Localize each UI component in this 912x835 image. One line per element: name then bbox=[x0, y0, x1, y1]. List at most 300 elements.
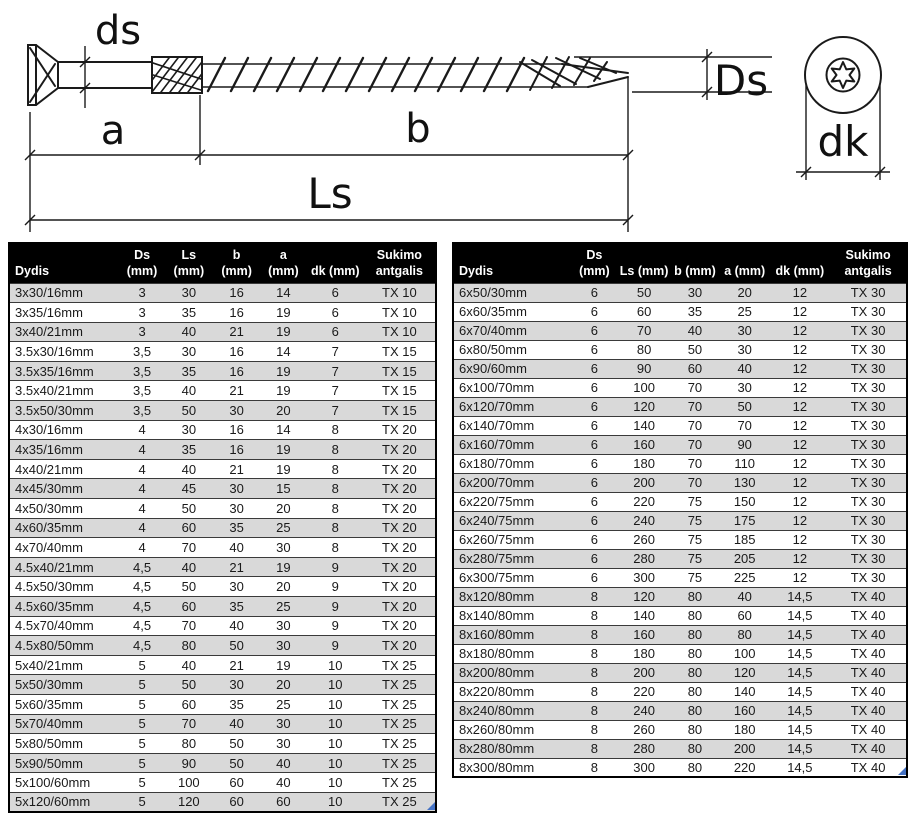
value-cell: 12 bbox=[770, 283, 831, 302]
value-cell: TX 20 bbox=[364, 420, 436, 440]
selection-handle-marker[interactable] bbox=[898, 767, 906, 775]
value-cell: TX 40 bbox=[830, 587, 907, 606]
table-row bbox=[9, 636, 436, 656]
value-cell: 4 bbox=[120, 420, 165, 440]
value-cell: 140 bbox=[618, 606, 670, 625]
value-cell: 14 bbox=[260, 342, 307, 362]
value-cell: 12 bbox=[770, 359, 831, 378]
column-header: Ls (mm) bbox=[164, 243, 213, 283]
table-row bbox=[9, 381, 436, 401]
label-a: a bbox=[100, 108, 126, 154]
value-cell: 7 bbox=[307, 342, 364, 362]
table-row bbox=[9, 714, 436, 734]
value-cell: 16 bbox=[213, 420, 260, 440]
value-cell: 30 bbox=[260, 616, 307, 636]
value-cell: 70 bbox=[670, 397, 720, 416]
table-row bbox=[9, 694, 436, 714]
value-cell: 80 bbox=[670, 758, 720, 777]
value-cell: 20 bbox=[720, 283, 770, 302]
value-cell: 80 bbox=[164, 636, 213, 656]
value-cell: 14 bbox=[260, 420, 307, 440]
value-cell: 8 bbox=[571, 701, 619, 720]
table-row bbox=[9, 342, 436, 362]
value-cell: 70 bbox=[164, 538, 213, 558]
size-cell: 3.5x40/21mm bbox=[9, 381, 120, 401]
value-cell: TX 30 bbox=[830, 283, 907, 302]
value-cell: 8 bbox=[571, 587, 619, 606]
value-cell: 30 bbox=[213, 577, 260, 597]
screw-diagram-svg bbox=[0, 0, 912, 242]
value-cell: 60 bbox=[164, 518, 213, 538]
value-cell: 21 bbox=[213, 655, 260, 675]
table-row bbox=[453, 473, 907, 492]
value-cell: 3,5 bbox=[120, 381, 165, 401]
value-cell: 10 bbox=[307, 734, 364, 754]
value-cell: 12 bbox=[770, 435, 831, 454]
size-cell: 6x120/70mm bbox=[453, 397, 571, 416]
value-cell: TX 30 bbox=[830, 492, 907, 511]
value-cell: 6 bbox=[571, 511, 619, 530]
value-cell: 8 bbox=[307, 459, 364, 479]
value-cell: TX 15 bbox=[364, 401, 436, 421]
value-cell: 60 bbox=[213, 792, 260, 812]
value-cell: TX 30 bbox=[830, 511, 907, 530]
value-cell: 90 bbox=[618, 359, 670, 378]
size-cell: 5x100/60mm bbox=[9, 773, 120, 793]
value-cell: 45 bbox=[164, 479, 213, 499]
value-cell: TX 25 bbox=[364, 734, 436, 754]
screw-tip bbox=[520, 57, 628, 90]
value-cell: 4,5 bbox=[120, 577, 165, 597]
value-cell: 50 bbox=[164, 577, 213, 597]
value-cell: 8 bbox=[571, 644, 619, 663]
value-cell: 60 bbox=[260, 792, 307, 812]
value-cell: 8 bbox=[571, 739, 619, 758]
value-cell: TX 40 bbox=[830, 682, 907, 701]
value-cell: 7 bbox=[307, 361, 364, 381]
value-cell: 75 bbox=[670, 530, 720, 549]
value-cell: 6 bbox=[571, 283, 619, 302]
value-cell: 30 bbox=[213, 499, 260, 519]
column-header: Dydis bbox=[9, 243, 120, 283]
value-cell: 80 bbox=[670, 720, 720, 739]
value-cell: 16 bbox=[213, 303, 260, 323]
column-header: b (mm) bbox=[213, 243, 260, 283]
table-row bbox=[453, 568, 907, 587]
size-cell: 6x140/70mm bbox=[453, 416, 571, 435]
value-cell: 10 bbox=[307, 753, 364, 773]
table-row bbox=[9, 479, 436, 499]
value-cell: 12 bbox=[770, 416, 831, 435]
value-cell: 3,5 bbox=[120, 342, 165, 362]
size-cell: 8x160/80mm bbox=[453, 625, 571, 644]
table-row bbox=[9, 303, 436, 323]
value-cell: 120 bbox=[618, 397, 670, 416]
size-cell: 6x50/30mm bbox=[453, 283, 571, 302]
value-cell: TX 20 bbox=[364, 459, 436, 479]
value-cell: 5 bbox=[120, 792, 165, 812]
value-cell: 60 bbox=[670, 359, 720, 378]
value-cell: 220 bbox=[618, 682, 670, 701]
value-cell: 20 bbox=[260, 499, 307, 519]
selection-handle-marker[interactable] bbox=[427, 802, 435, 810]
screw-head-side bbox=[28, 45, 58, 105]
value-cell: 40 bbox=[260, 773, 307, 793]
size-cell: 3.5x35/16mm bbox=[9, 361, 120, 381]
column-header: a (mm) bbox=[720, 243, 770, 283]
value-cell: 200 bbox=[618, 663, 670, 682]
value-cell: 180 bbox=[720, 720, 770, 739]
screw-knurl bbox=[140, 54, 217, 96]
column-header: dk (mm) bbox=[307, 243, 364, 283]
value-cell: TX 30 bbox=[830, 359, 907, 378]
value-cell: 10 bbox=[307, 694, 364, 714]
table-row bbox=[9, 557, 436, 577]
value-cell: 50 bbox=[213, 734, 260, 754]
column-header: Sukimo antgalis bbox=[830, 243, 907, 283]
value-cell: TX 20 bbox=[364, 557, 436, 577]
value-cell: TX 10 bbox=[364, 322, 436, 342]
value-cell: 10 bbox=[307, 675, 364, 695]
table-row bbox=[453, 549, 907, 568]
table-row bbox=[453, 416, 907, 435]
size-cell: 4x60/35mm bbox=[9, 518, 120, 538]
size-cell: 5x60/35mm bbox=[9, 694, 120, 714]
value-cell: 30 bbox=[213, 675, 260, 695]
value-cell: 35 bbox=[213, 597, 260, 617]
column-header: b (mm) bbox=[670, 243, 720, 283]
value-cell: 120 bbox=[164, 792, 213, 812]
table-row bbox=[453, 644, 907, 663]
value-cell: 280 bbox=[618, 739, 670, 758]
value-cell: 16 bbox=[213, 440, 260, 460]
size-cell: 4.5x50/30mm bbox=[9, 577, 120, 597]
size-cell: 8x180/80mm bbox=[453, 644, 571, 663]
value-cell: 6 bbox=[571, 302, 619, 321]
table-row bbox=[9, 401, 436, 421]
value-cell: 80 bbox=[670, 739, 720, 758]
size-cell: 4x30/16mm bbox=[9, 420, 120, 440]
value-cell: 5 bbox=[120, 694, 165, 714]
value-cell: TX 20 bbox=[364, 616, 436, 636]
value-cell: TX 40 bbox=[830, 625, 907, 644]
value-cell: 40 bbox=[670, 321, 720, 340]
size-cell: 3x30/16mm bbox=[9, 283, 120, 303]
label-dk: dk bbox=[817, 117, 869, 166]
value-cell: 35 bbox=[213, 694, 260, 714]
size-cell: 3.5x30/16mm bbox=[9, 342, 120, 362]
value-cell: 240 bbox=[618, 701, 670, 720]
table-row bbox=[453, 378, 907, 397]
value-cell: 8 bbox=[307, 440, 364, 460]
table-row bbox=[453, 663, 907, 682]
value-cell: 14,5 bbox=[770, 758, 831, 777]
value-cell: 9 bbox=[307, 577, 364, 597]
value-cell: 75 bbox=[670, 511, 720, 530]
value-cell: 30 bbox=[164, 283, 213, 303]
value-cell: 14,5 bbox=[770, 587, 831, 606]
value-cell: 20 bbox=[260, 577, 307, 597]
size-cell: 8x240/80mm bbox=[453, 701, 571, 720]
value-cell: 19 bbox=[260, 440, 307, 460]
table-row bbox=[453, 530, 907, 549]
value-cell: 25 bbox=[720, 302, 770, 321]
value-cell: 6 bbox=[307, 283, 364, 303]
table-row bbox=[9, 283, 436, 303]
value-cell: 280 bbox=[618, 549, 670, 568]
value-cell: TX 25 bbox=[364, 694, 436, 714]
table-row bbox=[9, 616, 436, 636]
value-cell: 5 bbox=[120, 714, 165, 734]
value-cell: 25 bbox=[260, 597, 307, 617]
value-cell: 40 bbox=[164, 322, 213, 342]
table-row bbox=[453, 739, 907, 758]
value-cell: 60 bbox=[720, 606, 770, 625]
size-cell: 6x180/70mm bbox=[453, 454, 571, 473]
size-cell: 8x140/80mm bbox=[453, 606, 571, 625]
value-cell: 6 bbox=[571, 378, 619, 397]
value-cell: 8 bbox=[571, 758, 619, 777]
value-cell: 8 bbox=[307, 499, 364, 519]
value-cell: TX 40 bbox=[830, 663, 907, 682]
column-header: Sukimo antgalis bbox=[364, 243, 436, 283]
value-cell: 5 bbox=[120, 734, 165, 754]
size-cell: 6x90/60mm bbox=[453, 359, 571, 378]
size-cell: 3x40/21mm bbox=[9, 322, 120, 342]
value-cell: 70 bbox=[618, 321, 670, 340]
value-cell: 14,5 bbox=[770, 682, 831, 701]
value-cell: 80 bbox=[670, 644, 720, 663]
value-cell: 6 bbox=[571, 416, 619, 435]
value-cell: TX 10 bbox=[364, 303, 436, 323]
table-row bbox=[9, 675, 436, 695]
value-cell: 7 bbox=[307, 381, 364, 401]
value-cell: 4 bbox=[120, 459, 165, 479]
value-cell: 5 bbox=[120, 655, 165, 675]
table-row bbox=[9, 420, 436, 440]
value-cell: 200 bbox=[720, 739, 770, 758]
value-cell: 140 bbox=[720, 682, 770, 701]
value-cell: TX 30 bbox=[830, 378, 907, 397]
size-cell: 6x240/75mm bbox=[453, 511, 571, 530]
size-cell: 3x35/16mm bbox=[9, 303, 120, 323]
value-cell: 19 bbox=[260, 459, 307, 479]
value-cell: 10 bbox=[307, 773, 364, 793]
value-cell: 200 bbox=[618, 473, 670, 492]
screw-technical-drawing bbox=[0, 0, 912, 242]
value-cell: 6 bbox=[571, 340, 619, 359]
size-cell: 4x70/40mm bbox=[9, 538, 120, 558]
value-cell: 14,5 bbox=[770, 644, 831, 663]
size-cell: 5x40/21mm bbox=[9, 655, 120, 675]
value-cell: 260 bbox=[618, 720, 670, 739]
value-cell: 50 bbox=[213, 636, 260, 656]
value-cell: 6 bbox=[571, 397, 619, 416]
value-cell: 30 bbox=[260, 636, 307, 656]
value-cell: 35 bbox=[213, 518, 260, 538]
value-cell: 6 bbox=[571, 454, 619, 473]
column-header: dk (mm) bbox=[770, 243, 831, 283]
value-cell: TX 30 bbox=[830, 568, 907, 587]
size-cell: 6x300/75mm bbox=[453, 568, 571, 587]
size-cell: 4x50/30mm bbox=[9, 499, 120, 519]
value-cell: 10 bbox=[307, 655, 364, 675]
value-cell: 3 bbox=[120, 322, 165, 342]
value-cell: 3 bbox=[120, 303, 165, 323]
table-row bbox=[9, 499, 436, 519]
value-cell: 4 bbox=[120, 538, 165, 558]
value-cell: 40 bbox=[213, 616, 260, 636]
table-row bbox=[453, 701, 907, 720]
value-cell: 50 bbox=[618, 283, 670, 302]
value-cell: 40 bbox=[213, 714, 260, 734]
value-cell: 90 bbox=[720, 435, 770, 454]
value-cell: 50 bbox=[164, 401, 213, 421]
value-cell: TX 25 bbox=[364, 675, 436, 695]
value-cell: 12 bbox=[770, 511, 831, 530]
value-cell: TX 20 bbox=[364, 518, 436, 538]
value-cell: 21 bbox=[213, 381, 260, 401]
value-cell: 14,5 bbox=[770, 625, 831, 644]
value-cell: 40 bbox=[164, 459, 213, 479]
value-cell: 30 bbox=[164, 342, 213, 362]
value-cell: 19 bbox=[260, 557, 307, 577]
value-cell: TX 30 bbox=[830, 549, 907, 568]
value-cell: 80 bbox=[670, 587, 720, 606]
value-cell: 70 bbox=[164, 616, 213, 636]
value-cell: 220 bbox=[618, 492, 670, 511]
value-cell: 8 bbox=[307, 420, 364, 440]
value-cell: 80 bbox=[618, 340, 670, 359]
value-cell: 50 bbox=[164, 499, 213, 519]
table-row bbox=[453, 511, 907, 530]
value-cell: 20 bbox=[260, 401, 307, 421]
value-cell: 12 bbox=[770, 454, 831, 473]
table-row bbox=[9, 361, 436, 381]
value-cell: 70 bbox=[670, 473, 720, 492]
value-cell: 12 bbox=[770, 302, 831, 321]
value-cell: 50 bbox=[720, 397, 770, 416]
value-cell: 120 bbox=[618, 587, 670, 606]
value-cell: TX 15 bbox=[364, 361, 436, 381]
value-cell: 9 bbox=[307, 616, 364, 636]
value-cell: 35 bbox=[670, 302, 720, 321]
value-cell: TX 30 bbox=[830, 454, 907, 473]
value-cell: 70 bbox=[670, 454, 720, 473]
value-cell: 4,5 bbox=[120, 616, 165, 636]
value-cell: TX 25 bbox=[364, 655, 436, 675]
value-cell: TX 40 bbox=[830, 701, 907, 720]
label-b: b bbox=[405, 106, 431, 152]
size-cell: 4.5x60/35mm bbox=[9, 597, 120, 617]
table-row bbox=[453, 720, 907, 739]
size-cell: 6x60/35mm bbox=[453, 302, 571, 321]
table-row bbox=[453, 758, 907, 777]
spec-table-right bbox=[452, 242, 908, 778]
value-cell: 4,5 bbox=[120, 636, 165, 656]
table-row bbox=[453, 454, 907, 473]
value-cell: TX 30 bbox=[830, 302, 907, 321]
value-cell: 6 bbox=[571, 492, 619, 511]
table-row bbox=[9, 440, 436, 460]
value-cell: 260 bbox=[618, 530, 670, 549]
value-cell: 12 bbox=[770, 378, 831, 397]
value-cell: 120 bbox=[720, 663, 770, 682]
value-cell: 14,5 bbox=[770, 701, 831, 720]
value-cell: 6 bbox=[571, 530, 619, 549]
value-cell: 12 bbox=[770, 568, 831, 587]
value-cell: 30 bbox=[670, 283, 720, 302]
value-cell: 6 bbox=[307, 322, 364, 342]
value-cell: 21 bbox=[213, 322, 260, 342]
value-cell: 160 bbox=[618, 435, 670, 454]
value-cell: 140 bbox=[618, 416, 670, 435]
value-cell: TX 25 bbox=[364, 792, 436, 812]
spec-table-small-sizes bbox=[8, 242, 437, 813]
value-cell: TX 20 bbox=[364, 538, 436, 558]
value-cell: 19 bbox=[260, 303, 307, 323]
value-cell: 6 bbox=[571, 549, 619, 568]
column-header: Ds (mm) bbox=[120, 243, 165, 283]
value-cell: 9 bbox=[307, 636, 364, 656]
value-cell: 16 bbox=[213, 342, 260, 362]
value-cell: 5 bbox=[120, 675, 165, 695]
table-row bbox=[9, 538, 436, 558]
value-cell: 70 bbox=[670, 435, 720, 454]
value-cell: TX 40 bbox=[830, 606, 907, 625]
value-cell: 40 bbox=[720, 359, 770, 378]
table-row bbox=[453, 302, 907, 321]
table-row bbox=[453, 625, 907, 644]
size-cell: 4x45/30mm bbox=[9, 479, 120, 499]
size-cell: 4x40/21mm bbox=[9, 459, 120, 479]
size-cell: 8x200/80mm bbox=[453, 663, 571, 682]
value-cell: TX 40 bbox=[830, 720, 907, 739]
value-cell: TX 40 bbox=[830, 758, 907, 777]
value-cell: 16 bbox=[213, 361, 260, 381]
value-cell: 110 bbox=[720, 454, 770, 473]
value-cell: 130 bbox=[720, 473, 770, 492]
value-cell: 8 bbox=[571, 663, 619, 682]
value-cell: 25 bbox=[260, 694, 307, 714]
value-cell: TX 30 bbox=[830, 340, 907, 359]
value-cell: 60 bbox=[213, 773, 260, 793]
value-cell: 5 bbox=[120, 753, 165, 773]
table-row bbox=[453, 606, 907, 625]
value-cell: 4 bbox=[120, 479, 165, 499]
value-cell: 4 bbox=[120, 518, 165, 538]
value-cell: TX 40 bbox=[830, 644, 907, 663]
value-cell: 80 bbox=[720, 625, 770, 644]
column-header: Dydis bbox=[453, 243, 571, 283]
value-cell: 75 bbox=[670, 549, 720, 568]
value-cell: 80 bbox=[670, 625, 720, 644]
header-row bbox=[453, 243, 907, 283]
value-cell: 21 bbox=[213, 459, 260, 479]
screw-shank bbox=[58, 62, 152, 88]
value-cell: 8 bbox=[307, 518, 364, 538]
column-header: a (mm) bbox=[260, 243, 307, 283]
size-cell: 8x300/80mm bbox=[453, 758, 571, 777]
value-cell: 80 bbox=[670, 682, 720, 701]
table-row bbox=[453, 321, 907, 340]
value-cell: 16 bbox=[213, 283, 260, 303]
column-header: Ls (mm) bbox=[618, 243, 670, 283]
value-cell: 8 bbox=[307, 538, 364, 558]
size-cell: 5x50/30mm bbox=[9, 675, 120, 695]
table-row bbox=[9, 577, 436, 597]
value-cell: 8 bbox=[307, 479, 364, 499]
